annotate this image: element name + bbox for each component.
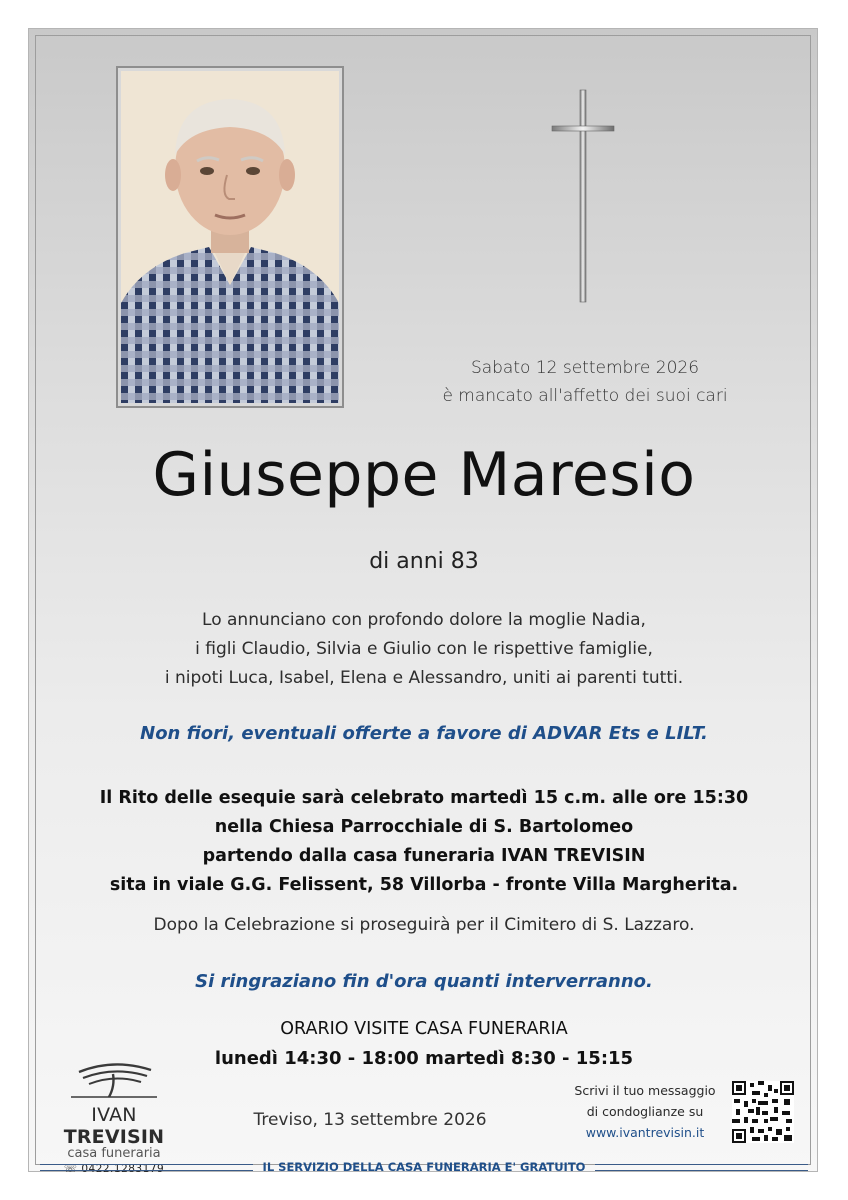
funeral-line: partendo dalla casa funeraria IVAN TREVISIN bbox=[202, 846, 646, 866]
portrait-frame bbox=[116, 66, 344, 408]
funeral-line: sita in viale G.G. Felissent, 58 Villorba - fronte Villa Margherita. bbox=[109, 875, 739, 895]
portrait-photo bbox=[121, 71, 339, 403]
after-celebration: Dopo la Celebrazione si proseguirà per il Cimitero di S. Lazzaro. bbox=[153, 915, 695, 935]
funeral-line: Il Rito delle esequie sarà celebrato martedì 15 c.m. alle ore 15:30 bbox=[99, 788, 749, 808]
logo-name-last: TREVISIN bbox=[63, 1126, 165, 1148]
qr-code-icon[interactable] bbox=[732, 1081, 794, 1143]
logo-name bbox=[44, 1104, 184, 1148]
flowers-note: Non fiori, eventuali offerte a favore di ADVAR Ets e LILT. bbox=[140, 723, 708, 744]
funeral-block bbox=[0, 784, 848, 900]
place-date: Treviso, 13 settembre 2026 bbox=[253, 1110, 487, 1130]
phone-number: 0422.1283179 bbox=[81, 1163, 165, 1175]
footer-rule-left bbox=[40, 1164, 253, 1171]
passing-line: è mancato all'affetto dei suoi cari bbox=[442, 386, 728, 406]
announcement-line: Lo annunciano con profondo dolore la moglie Nadia, bbox=[202, 610, 646, 630]
footer-rule-right bbox=[595, 1164, 808, 1171]
condolence-message bbox=[560, 1080, 730, 1143]
cross-icon bbox=[548, 88, 618, 308]
phone-icon: ☏ bbox=[63, 1163, 78, 1175]
website-link[interactable]: www.ivantrevisin.it bbox=[585, 1125, 705, 1140]
deceased-name: Giuseppe Maresio bbox=[152, 440, 696, 510]
announcement-line: i nipoti Luca, Isabel, Elena e Alessandro, uniti ai parenti tutti. bbox=[164, 668, 684, 688]
death-date: Sabato 12 settembre 2026 bbox=[470, 358, 700, 378]
visits-title: ORARIO VISITE CASA FUNERARIA bbox=[280, 1019, 568, 1039]
announcement-line: i figli Claudio, Silvia e Giulio con le rispettive famiglie, bbox=[195, 639, 653, 659]
footer-banner bbox=[40, 1158, 808, 1176]
deceased-age: di anni 83 bbox=[369, 549, 479, 574]
message-line-2: di condoglianze su bbox=[586, 1104, 704, 1119]
footer-text: IL SERVIZIO DELLA CASA FUNERARIA E' GRATUITO bbox=[262, 1160, 586, 1174]
funeral-line: nella Chiesa Parrocchiale di S. Bartolomeo bbox=[214, 817, 634, 837]
thanks-note: Si ringraziano fin d'ora quanti interverranno. bbox=[195, 971, 653, 992]
visits-hours: lunedì 14:30 - 18:00 martedì 8:30 - 15:15 bbox=[214, 1048, 634, 1069]
tree-logo-icon bbox=[69, 1060, 159, 1098]
logo-subtitle: casa funeraria bbox=[67, 1146, 161, 1161]
logo-name-first: IVAN bbox=[91, 1104, 137, 1126]
announcement-block bbox=[0, 606, 848, 693]
message-line-1: Scrivi il tuo messaggio bbox=[574, 1083, 716, 1098]
